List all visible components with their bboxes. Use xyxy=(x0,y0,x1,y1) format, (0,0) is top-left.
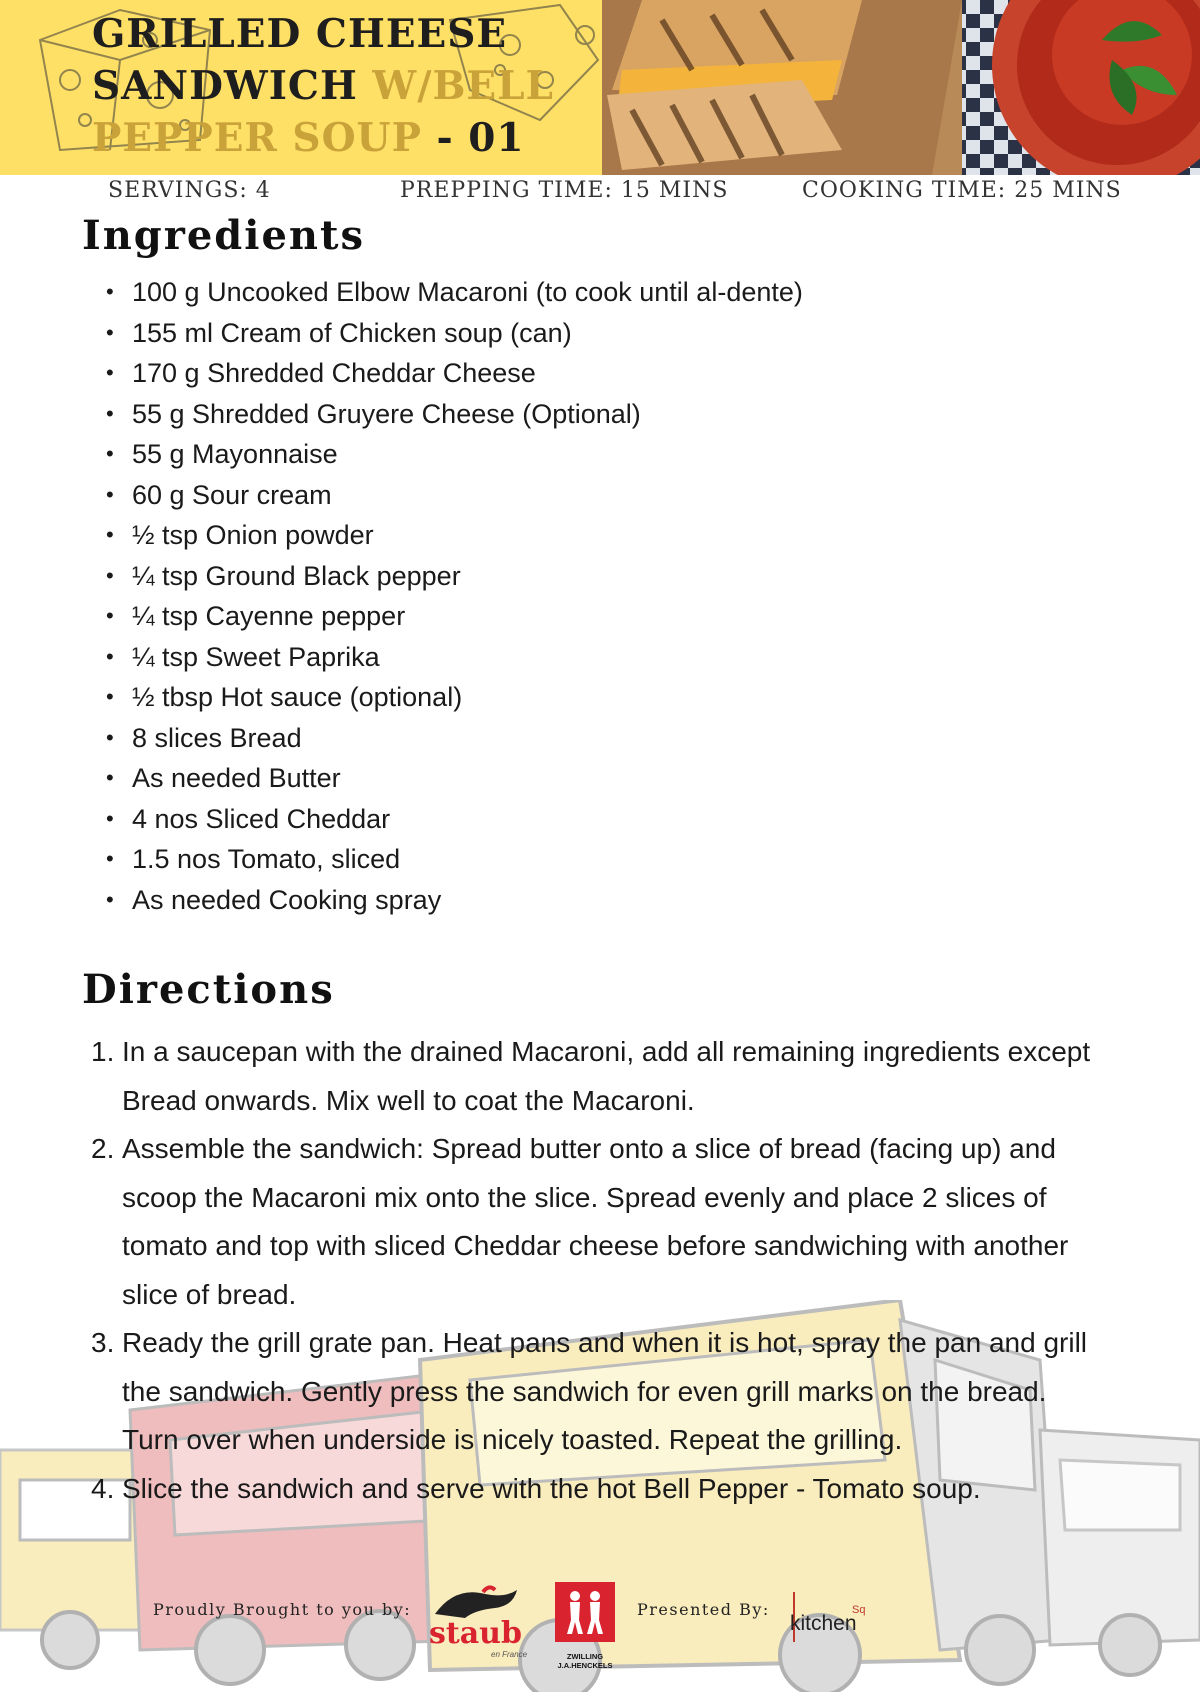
ingredient-item: • ¼ tsp Sweet Paprika xyxy=(102,637,862,678)
step-number: 1. xyxy=(91,1036,115,1067)
title-line-2a: SANDWICH xyxy=(92,63,358,109)
servings: SERVINGS: 4 xyxy=(108,178,271,203)
presented-by-label: Presented By: xyxy=(637,1600,770,1619)
ingredient-item: • 8 slices Bread xyxy=(102,718,862,759)
ingredient-item: • 100 g Uncooked Elbow Macaroni (to cook until al-dente) xyxy=(102,272,862,313)
ingredient-item: • 55 g Shredded Gruyere Cheese (Optional) xyxy=(102,394,862,435)
zwilling-wordmark xyxy=(550,1652,620,1670)
footer xyxy=(0,1580,1200,1692)
step-number: 3. xyxy=(91,1327,115,1358)
sandwich-soup-photo xyxy=(602,0,1200,175)
step-text: Assemble the sandwich: Spread butter onto a slice of bread (facing up) and scoop the Macaroni mix onto the slice. Spread evenly and place 2 slices of tomato and top with sliced Cheddar cheese before sandwiching with another slice of bread. xyxy=(122,1133,1069,1310)
zwilling-line-2: J.A.HENCKELS xyxy=(557,1661,613,1670)
staub-subtitle: en France xyxy=(491,1650,528,1659)
recipe-meta xyxy=(0,176,1200,208)
ingredient-item: • As needed Cooking spray xyxy=(102,880,862,921)
staub-logo xyxy=(425,1584,535,1659)
photo-illustration xyxy=(602,0,1200,175)
direction-step xyxy=(82,1028,1092,1125)
kitchen-sq-superscript: Sq xyxy=(852,1604,866,1616)
ingredient-item: • 155 ml Cream of Chicken soup (can) xyxy=(102,313,862,354)
ingredient-item: • 60 g Sour cream xyxy=(102,475,862,516)
directions-list xyxy=(82,1028,1092,1513)
zwilling-logo xyxy=(550,1580,620,1692)
direction-step xyxy=(82,1465,1092,1514)
ingredient-item: • 55 g Mayonnaise xyxy=(102,434,862,475)
ingredients-heading: Ingredients xyxy=(82,212,365,259)
step-text: Slice the sandwich and serve with the hot Bell Pepper - Tomato soup. xyxy=(122,1472,981,1504)
direction-step xyxy=(82,1319,1092,1465)
ingredient-item: • 170 g Shredded Cheddar Cheese xyxy=(102,353,862,394)
ingredient-item: • ¼ tsp Cayenne pepper xyxy=(102,596,862,637)
zwilling-twins-icon xyxy=(553,1580,617,1644)
step-number: 4. xyxy=(91,1472,115,1504)
kitchensq-logo xyxy=(782,1592,892,1644)
title-line-3a: PEPPER SOUP xyxy=(92,115,422,161)
brought-by-label: Proudly Brought to you by: xyxy=(153,1600,412,1619)
kitchen-wordmark: kitchen xyxy=(790,1612,857,1635)
ingredient-item: • ¼ tsp Ground Black pepper xyxy=(102,556,862,597)
zwilling-line-1: ZWILLING xyxy=(566,1652,604,1661)
header xyxy=(0,0,1200,175)
directions-heading: Directions xyxy=(82,966,335,1013)
ingredient-item: • ½ tsp Onion powder xyxy=(102,515,862,556)
recipe-title xyxy=(92,8,592,164)
ingredient-item: • 4 nos Sliced Cheddar xyxy=(102,799,862,840)
staub-wordmark: staub xyxy=(429,1616,522,1651)
ingredients-list xyxy=(102,272,862,920)
title-block xyxy=(0,0,602,175)
prepping-time: PREPPING TIME: 15 MINS xyxy=(400,178,729,203)
ingredient-item: • ½ tbsp Hot sauce (optional) xyxy=(102,677,862,718)
step-text: In a saucepan with the drained Macaroni, add all remaining ingredients except Bread onwards. Mix well to coat the Macaroni. xyxy=(122,1036,1091,1116)
ingredient-item: • As needed Butter xyxy=(102,758,862,799)
ingredient-item: • 1.5 nos Tomato, sliced xyxy=(102,839,862,880)
direction-step xyxy=(82,1125,1092,1319)
title-line-3b: - 01 xyxy=(436,115,525,161)
title-line-1: GRILLED CHEESE xyxy=(92,11,508,57)
title-line-2b: W/BELL xyxy=(372,63,554,109)
cooking-time: COOKING TIME: 25 MINS xyxy=(802,178,1122,203)
step-number: 2. xyxy=(91,1133,115,1164)
step-text: Ready the grill grate pan. Heat pans and when it is hot, spray the pan and grill the sandwich. Gently press the sandwich for even grill marks on the bread. Turn over when underside is nicely toasted. Repeat the grilling. xyxy=(122,1327,1088,1455)
